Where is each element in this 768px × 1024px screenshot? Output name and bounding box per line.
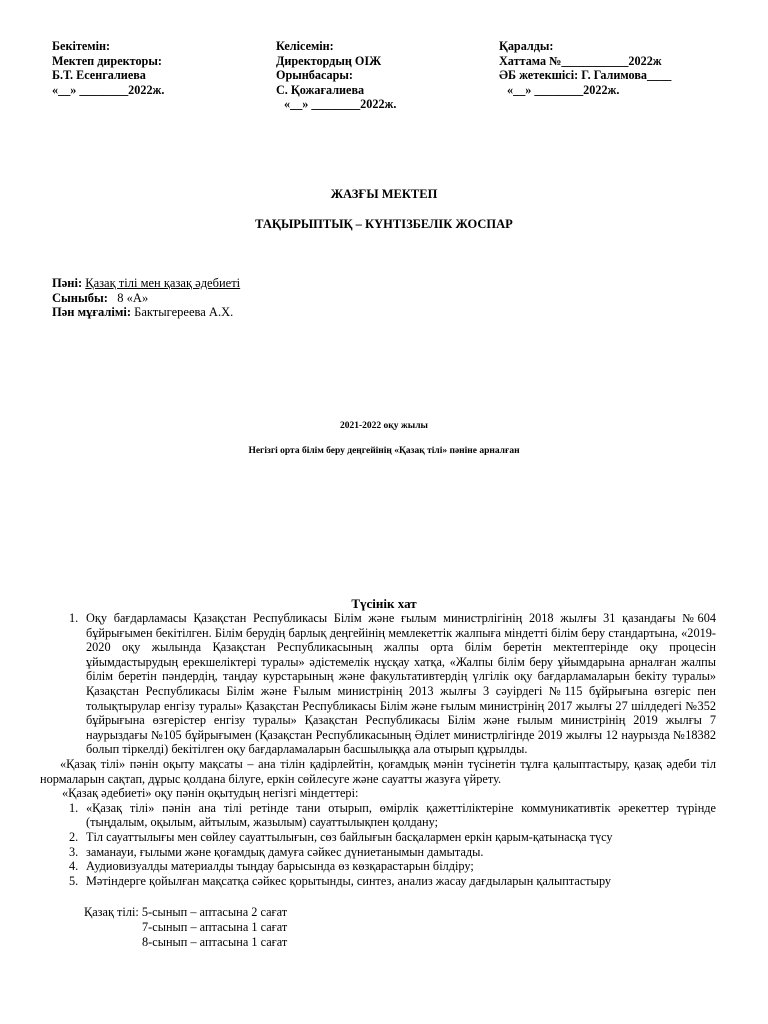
list-item xyxy=(52,801,716,830)
explanation-item-1 xyxy=(52,611,716,757)
task-text: «Қазақ тілі» пәнін ана тілі ретінде тани отырып, өмірлік қажеттіліктеріне коммуникативтік әрекеттер түрінде (тыңдалым, оқылым, айтылым, жазылым) сауаттылықпен қолдану; xyxy=(86,800,716,830)
subject-value: Қазақ тілі мен қазақ әдебиеті xyxy=(85,276,241,290)
teacher-value: Бактыгереева А.Х. xyxy=(134,305,234,320)
list-item xyxy=(52,845,716,860)
explanation-title: Түсінік хат xyxy=(351,596,417,611)
teacher-label: Пән мұғалімі: xyxy=(52,305,132,320)
class-label: Сыныбы: xyxy=(52,290,108,305)
hours-line-2: 7-сынып – аптасына 1 сағат xyxy=(142,920,288,934)
list-item xyxy=(52,830,716,845)
explanation-goal: «Қазақ тілі» пәнін оқыту мақсаты – ана тілін қадірлейтін, қоғамдық мәнін түсінетін тұлға қалыптастыру, қазақ әдеби тіл нормаларын сақтап, дұрыс қолдана білуге, еркін сөйлесуге және сауатты жазуға үйрету. xyxy=(40,756,716,786)
approval-left-position: Мектеп директоры: xyxy=(52,53,162,68)
tasks-list xyxy=(52,801,716,889)
task-number: 3. xyxy=(69,844,79,859)
approval-right-protocol: Хаттама №___________2022ж xyxy=(499,53,662,68)
task-number: 5. xyxy=(69,873,79,888)
plan-title: ТАҚЫРЫПТЫҚ – КҮНТІЗБЕЛІК ЖОСПАР xyxy=(255,217,513,231)
subject-info xyxy=(52,276,240,320)
explanation-item-1-text: Оқу бағдарламасы Қазақстан Республикасы Білім және ғылым министрлігінің 2018 жылғы 31 қазандағы №604 бұйрығымен бекітілген. Білім берудің барлық деңгейінің мемлекеттік жалпыға міндетті білім беру стандартына, «2019-2020 оқу жылында Қазақстан Республикасының жалпы орта білім беретін мектептерінде оқу процесін ұйымдастырудың ерекшеліктері туралы» әдістемелік нұсқау хатқа, «Жалпы білім беру ұйымдарына арналған жалпы білім беретін пәндердің, таңдау курстарының және факультативтердің үлгілік оқу бағдарламаларын бекіту туралы» Қазақстан Республикасы Білім және Ғылым министрінің 2013 жылғы 3 сәуірдегі №115 бұйрығына өзгеріс пен толықтырулар енгізу туралы» Қазақстан Республикасы Білім және ғылым министрінің 2017 жылғы 27 шілдедегі №352 бұйрығына өзгерістер енгізу туралы» Қазақстан Республикасы Білім және ғылым министрінің 2019 жылғы 7 наурыздағы №105 бұйрығымен (Қазақстан Республикасының Әділет министрлігінде 2019 жылғы 12 наурызда №18382 болып тіркелді) бекітілген оқу бағдарламаларын басшылыққа ала отырып құрылды. xyxy=(86,611,716,757)
academic-year: 2021-2022 оқу жылы xyxy=(340,421,428,431)
class-value: 8 «А» xyxy=(117,290,149,305)
approval-right-date: «__» ________2022ж. xyxy=(507,82,620,97)
task-text: Тіл сауаттылығы мен сөйлеу сауаттылығын, сөз байлығын басқалармен еркін қарым-қатынасқа түсу xyxy=(86,829,613,844)
approval-left-name: Б.Т. Есенгалиева xyxy=(52,68,146,83)
hours-line-1: Қазақ тілі: 5-сынып – аптасына 2 сағат xyxy=(84,905,288,919)
subject-line xyxy=(52,276,240,291)
approval-block-middle xyxy=(276,39,396,112)
approval-left-date: «__» ________2022ж. xyxy=(52,82,165,97)
plan-purpose: Негізгі орта білім беру деңгейінің «Қазақ тілі» пәніне арналған xyxy=(248,446,520,456)
approval-right-heading: Қаралды: xyxy=(499,39,554,53)
approval-middle-heading: Келісемін: xyxy=(276,39,334,53)
approval-middle-position: Директордың ОІЖ xyxy=(276,53,382,68)
list-item xyxy=(52,874,716,889)
approval-middle-date: «__» ________2022ж. xyxy=(284,97,397,112)
approval-middle-name: С. Қожағалиева xyxy=(276,82,365,97)
explanation-body xyxy=(40,611,716,888)
approval-right-head: ӘБ жетекшісі: Г. Галимова____ xyxy=(499,68,672,83)
tasks-title: «Қазақ әдебиеті» оқу пәнін оқытудың негізгі міндеттері: xyxy=(62,786,359,801)
task-text: Аудиовизуалды материалды тыңдау барысында өз көзқарастарын білдіру; xyxy=(86,859,474,874)
subject-label: Пәні: xyxy=(52,276,83,290)
approval-left-heading: Бекітемін: xyxy=(52,39,111,53)
task-text: заманауи, ғылыми және қоғамдық дамуға сәйкес дүниетанымын дамытады. xyxy=(86,844,484,859)
hours-line-3: 8-сынып – аптасына 1 сағат xyxy=(142,935,288,949)
approval-block-left xyxy=(52,39,164,97)
task-number: 1. xyxy=(69,800,79,815)
class-line xyxy=(52,291,240,306)
school-title: ЖАЗҒЫ МЕКТЕП xyxy=(330,187,438,201)
explanation-item-1-number: 1. xyxy=(69,611,79,625)
task-number: 4. xyxy=(69,859,79,874)
approval-block-right xyxy=(499,39,671,97)
teacher-line xyxy=(52,305,240,320)
approval-middle-position-2: Орынбасары: xyxy=(276,68,353,83)
task-text: Мәтіндерге қойылған мақсатқа сәйкес қорытынды, синтез, анализ жасау дағдыларын қалыптастыру xyxy=(86,873,612,888)
hours-block xyxy=(84,905,287,950)
task-number: 2. xyxy=(69,829,79,844)
list-item xyxy=(52,859,716,874)
